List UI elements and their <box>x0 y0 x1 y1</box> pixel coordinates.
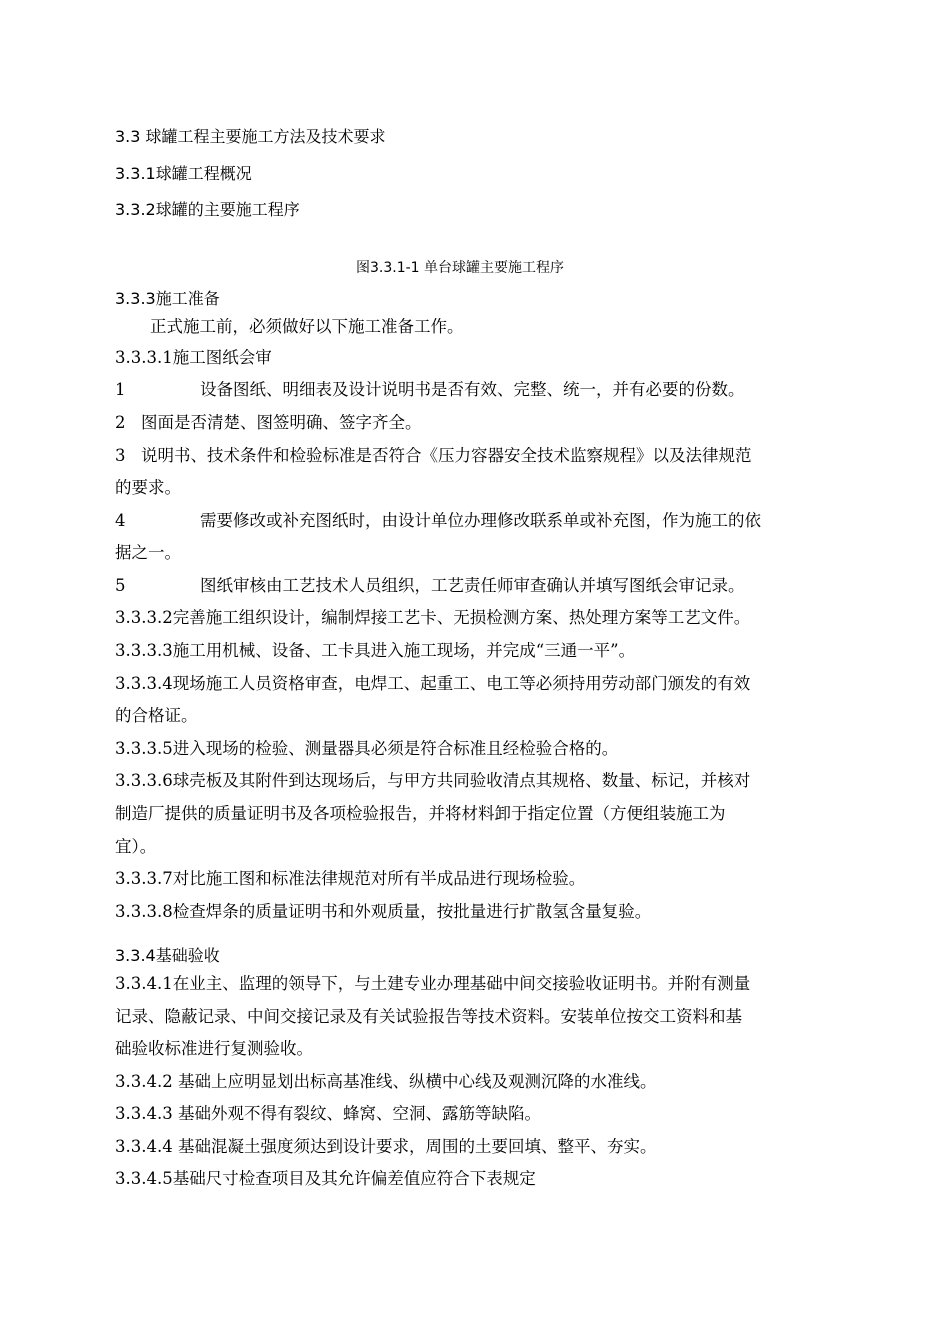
paragraph-3-3-3-5: 3.3.3.5进入现场的检验、测量器具必须是符合标准且经检验合格的。 <box>115 739 619 758</box>
list-item <box>115 446 752 466</box>
intro-paragraph: 正式施工前，必须做好以下施工准备工作。 <box>150 317 464 336</box>
paragraph-3-3-4-4: 3.3.4.4 基础混凝土强度须达到设计要求，周围的土要回填、整平、夯实。 <box>115 1137 657 1156</box>
heading-3-3-2: 3.3.2球罐的主要施工程序 <box>115 200 300 219</box>
list-item-text: 设备图纸、明细表及设计说明书是否有效、完整、统一，并有必要的份数。 <box>200 380 745 399</box>
heading-3-3-1: 3.3.1球罐工程概况 <box>115 164 252 183</box>
list-item-text: 图纸审核由工艺技术人员组织，工艺责任师审查确认并填写图纸会审记录。 <box>200 576 745 595</box>
heading-3-3: 3.3 球罐工程主要施工方法及技术要求 <box>115 127 386 146</box>
figure-caption: 图3.3.1-1 单台球罐主要施工程序 <box>356 260 565 276</box>
paragraph-3-3-4-1-cont: 础验收标准进行复测验收。 <box>115 1039 313 1058</box>
paragraph-3-3-4-1: 3.3.4.1在业主、监理的领导下，与土建专业办理基础中间交接验收证明书。并附有测量 <box>115 974 751 993</box>
list-item <box>115 380 745 400</box>
paragraph-3-3-3-3: 3.3.3.3施工用机械、设备、工卡具进入施工现场，并完成“三通一平”。 <box>115 641 636 660</box>
heading-3-3-3: 3.3.3施工准备 <box>115 289 220 308</box>
list-item-text: 说明书、技术条件和检验标准是否符合《压力容器安全技术监察规程》以及法律规范 <box>141 446 752 465</box>
paragraph-3-3-4-2: 3.3.4.2 基础上应明显划出标高基准线、纵横中心线及观测沉降的水准线。 <box>115 1072 657 1091</box>
paragraph-3-3-3-4-cont: 的合格证。 <box>115 706 198 725</box>
list-item <box>115 413 422 433</box>
paragraph-3-3-3-6: 3.3.3.6球壳板及其附件到达现场后，与甲方共同验收清点其规格、数量、标记，并核对 <box>115 771 751 790</box>
list-item-continuation: 据之一。 <box>115 543 181 562</box>
subheading-3-3-3-1: 3.3.3.1施工图纸会审 <box>115 348 272 367</box>
list-item-number: 1 <box>115 380 126 399</box>
paragraph-3-3-3-2: 3.3.3.2完善施工组织设计，编制焊接工艺卡、无损检测方案、热处理方案等工艺文件。 <box>115 608 751 627</box>
paragraph-3-3-3-7: 3.3.3.7对比施工图和标准法律规范对所有半成品进行现场检验。 <box>115 869 586 888</box>
list-item <box>115 511 761 531</box>
list-item-continuation: 的要求。 <box>115 478 181 497</box>
heading-3-3-4: 3.3.4基础验收 <box>115 946 220 965</box>
paragraph-3-3-4-5: 3.3.4.5基础尺寸检查项目及其允许偏差值应符合下表规定 <box>115 1169 536 1188</box>
paragraph-3-3-4-1-cont: 记录、隐蔽记录、中间交接记录及有关试验报告等技术资料。安装单位按交工资料和基 <box>115 1007 742 1026</box>
list-item-number: 5 <box>115 576 126 595</box>
paragraph-3-3-3-6-cont: 制造厂提供的质量证明书及各项检验报告，并将材料卸于指定位置（方便组装施工为 <box>115 804 726 823</box>
paragraph-3-3-3-8: 3.3.3.8检查焊条的质量证明书和外观质量，按批量进行扩散氢含量复验。 <box>115 902 652 921</box>
list-item-text: 图面是否清楚、图签明确、签字齐全。 <box>141 413 422 432</box>
list-item-number: 4 <box>115 511 126 530</box>
list-item-number: 3 <box>115 446 126 465</box>
list-item-text: 需要修改或补充图纸时，由设计单位办理修改联系单或补充图，作为施工的依 <box>200 511 761 530</box>
list-item <box>115 576 745 596</box>
paragraph-3-3-4-3: 3.3.4.3 基础外观不得有裂纹、蜂窝、空洞、露筋等缺陷。 <box>115 1104 541 1123</box>
list-item-number: 2 <box>115 413 126 432</box>
paragraph-3-3-3-4: 3.3.3.4现场施工人员资格审查，电焊工、起重工、电工等必须持用劳动部门颁发的有效 <box>115 674 751 693</box>
paragraph-3-3-3-6-cont: 宜）。 <box>115 837 157 856</box>
